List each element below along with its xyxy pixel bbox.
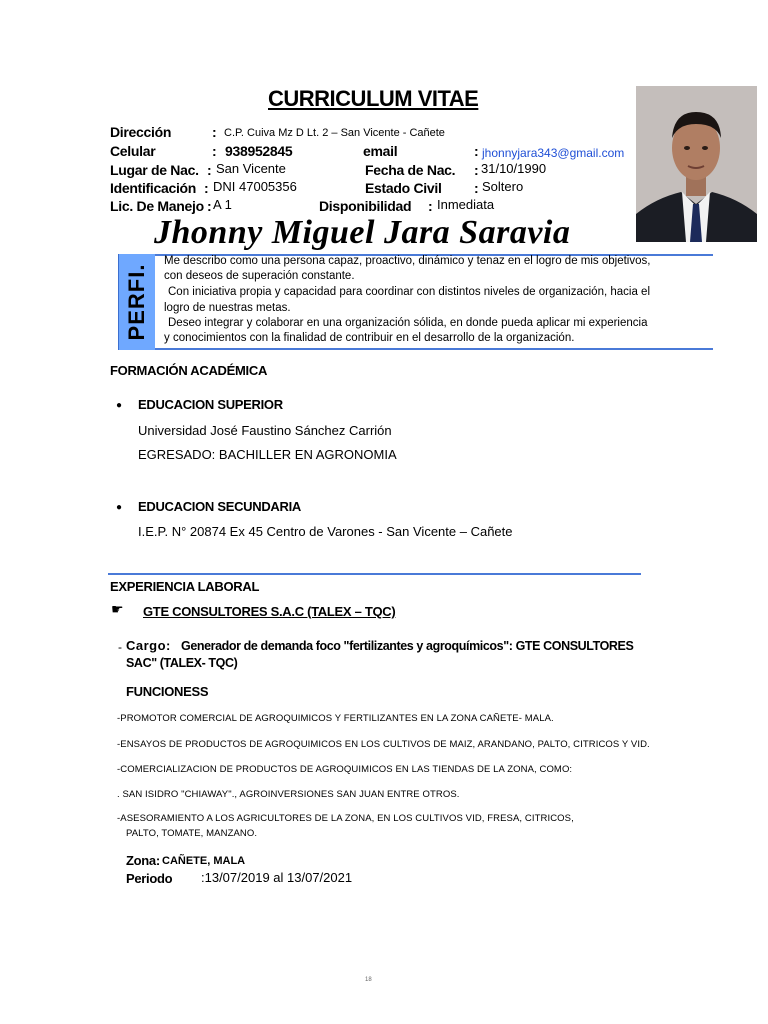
- fecha-label: Fecha de Nac.: [365, 162, 456, 178]
- disp-value: Inmediata: [437, 197, 495, 212]
- colon: :: [474, 143, 479, 159]
- funcion-item: -PROMOTOR COMERCIAL DE AGROQUIMICOS Y FERTILIZANTES EN LA ZONA CAÑETE- MALA.: [117, 713, 554, 724]
- colon: :: [212, 143, 217, 159]
- company-name: GTE CONSULTORES S.A.C (TALEX – TQC): [143, 604, 396, 619]
- lic-label: Lic. De Manejo: [110, 198, 204, 214]
- superior-title: EDUCACION SUPERIOR: [138, 397, 283, 412]
- ident-label: Identificación: [110, 180, 197, 196]
- direccion-value: C.P. Cuiva Mz D Lt. 2 – San Vicente - Cañete: [224, 127, 445, 139]
- bullet-icon: ●: [116, 502, 123, 513]
- portrait-image: [636, 86, 757, 242]
- cargo-value-cont: SAC" (TALEX- TQC): [126, 656, 238, 670]
- periodo-value: :13/07/2019 al 13/07/2021: [201, 870, 353, 885]
- funcion-item-cont: PALTO, TOMATE, MANZANO.: [126, 828, 258, 839]
- zona-value: CAÑETE, MALA: [162, 855, 246, 867]
- cargo-value: Generador de demanda foco "fertilizantes y agroquímicos": GTE CONSULTORES: [181, 639, 634, 653]
- celular-label: Celular: [110, 143, 156, 159]
- pointing-hand-icon: ☛: [111, 601, 124, 617]
- superior-university: Universidad José Faustino Sánchez Carrión: [138, 423, 392, 438]
- perfil-label: PERFI.: [124, 263, 149, 341]
- colon: :: [474, 162, 479, 178]
- lugar-label: Lugar de Nac.: [110, 162, 199, 178]
- section-divider: [108, 573, 641, 575]
- estado-label: Estado Civil: [365, 180, 442, 196]
- candidate-name: Jhonny Miguel Jara Saravia: [154, 214, 571, 251]
- funcion-item: -COMERCIALIZACION DE PRODUCTOS DE AGROQUIMICOS EN LAS TIENDAS DE LA ZONA, COMO:: [117, 764, 573, 775]
- secundaria-school: I.E.P. N° 20874 Ex 45 Centro de Varones - San Vicente – Cañete: [138, 524, 513, 539]
- cargo-label: Cargo:: [126, 638, 171, 653]
- funciones-title: FUNCIONESS: [126, 684, 209, 699]
- profile-photo: [636, 86, 757, 242]
- email-value[interactable]: jhonnyjara343@gmail.com: [482, 146, 625, 160]
- perfil-line: Me describo como una persona capaz, proactivo, dinámico y tenaz en el logro de mis objetivos,: [164, 255, 651, 267]
- lic-value: A 1: [213, 197, 232, 212]
- email-label: email: [363, 143, 398, 159]
- perfil-line: Con iniciativa propia y capacidad para coordinar con distintos niveles de organización, hacia el: [168, 286, 651, 298]
- experiencia-title: EXPERIENCIA LABORAL: [110, 579, 260, 594]
- perfil-line: con deseos de superación constante.: [164, 270, 355, 282]
- funcion-item: -ASESORAMIENTO A LOS AGRICULTORES DE LA ZONA, EN LOS CULTIVOS VID, FRESA, CITRICOS,: [117, 813, 574, 824]
- colon: :: [212, 124, 217, 140]
- ident-value: DNI 47005356: [213, 179, 297, 194]
- formacion-title: FORMACIÓN ACADÉMICA: [110, 363, 268, 378]
- periodo-label: Periodo: [126, 871, 173, 886]
- fecha-value: 31/10/1990: [481, 161, 547, 176]
- bullet-icon: ●: [116, 400, 123, 411]
- page-number: 18: [365, 977, 372, 983]
- direccion-label: Dirección: [110, 124, 172, 140]
- colon: :: [204, 180, 209, 196]
- funcion-item: . SAN ISIDRO "CHIAWAY"., AGROINVERSIONES SAN JUAN ENTRE OTROS.: [117, 789, 460, 800]
- estado-value: Soltero: [482, 179, 524, 194]
- perfil-line: logro de nuestras metas.: [164, 302, 291, 314]
- colon: :: [207, 198, 212, 214]
- cargo-dash: -: [118, 640, 122, 654]
- superior-degree: EGRESADO: BACHILLER EN AGRONOMIA: [138, 447, 397, 462]
- perfil-line: y conocimientos con la finalidad de contribuir en el desarrollo de la organización.: [164, 332, 575, 344]
- disp-label: Disponibilidad: [319, 198, 412, 214]
- perfil-label-box: [118, 254, 155, 350]
- colon: :: [207, 162, 212, 178]
- colon: :: [428, 198, 433, 214]
- perfil-line: Deseo integrar y colaborar en una organización sólida, en donde pueda aplicar mi experiencia: [168, 317, 648, 329]
- colon: :: [474, 180, 479, 196]
- lugar-value: San Vicente: [216, 161, 286, 176]
- funcion-item: -ENSAYOS DE PRODUCTOS DE AGROQUIMICOS EN LOS CULTIVOS DE MAIZ, ARANDANO, PALTO, CITRICOS Y VID.: [117, 739, 650, 750]
- celular-value: 938952845: [225, 143, 293, 159]
- document-title: CURRICULUM VITAE: [268, 86, 479, 111]
- secundaria-title: EDUCACION SECUNDARIA: [138, 499, 302, 514]
- zona-label: Zona:: [126, 853, 160, 868]
